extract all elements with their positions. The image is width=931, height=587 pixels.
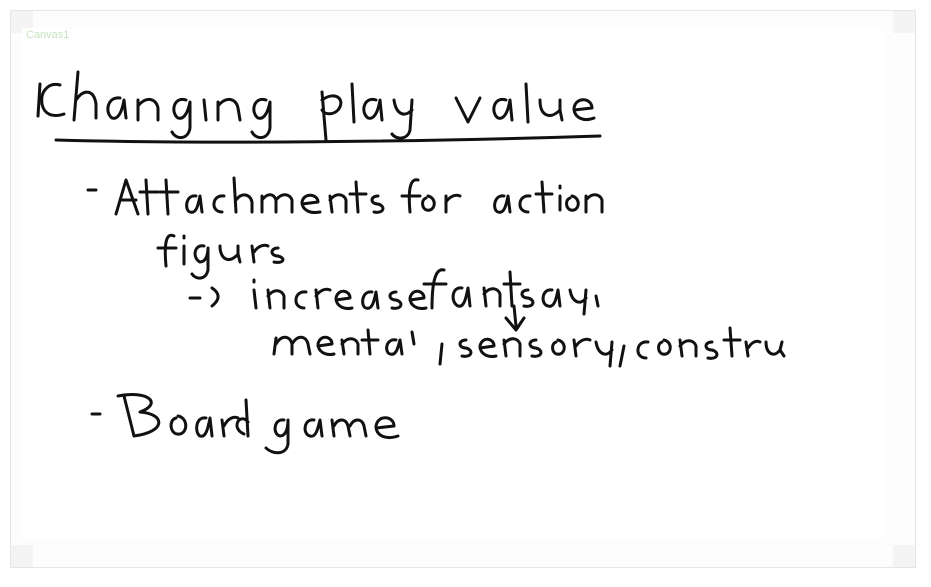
line4-strokes [92, 395, 398, 453]
line1b-strokes [158, 235, 283, 278]
title-strokes [38, 72, 600, 142]
line2-strokes [190, 270, 598, 330]
canvas-label: Canvas1 [26, 29, 70, 41]
line3-strokes [274, 328, 784, 366]
line1-strokes [88, 178, 602, 214]
